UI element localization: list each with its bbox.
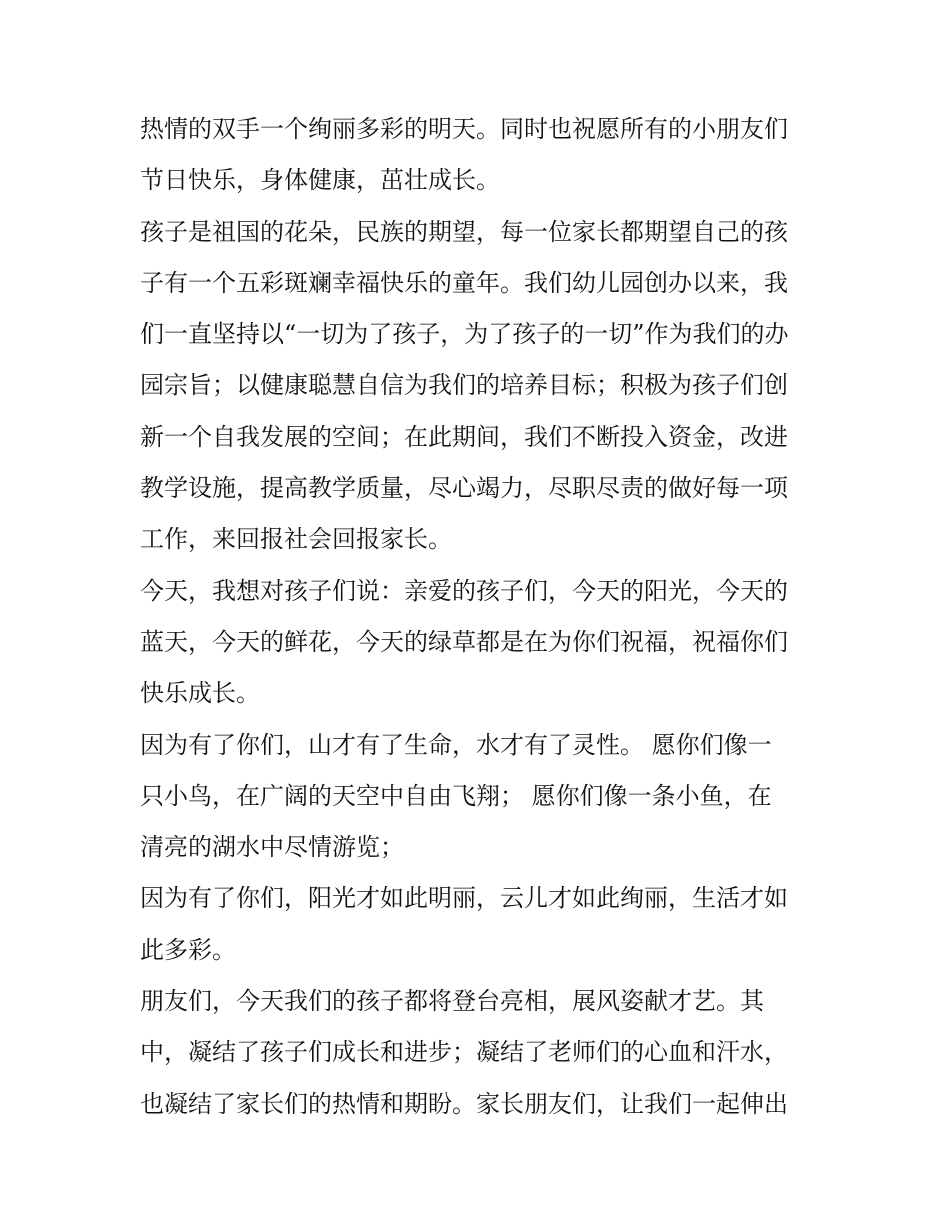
text-line-6: 园宗旨；以健康聪慧自信为我们的培养目标；积极为孩子们创 [140,371,788,400]
text-line-19: 中，凝结了孩子们成长和进步；凝结了老师们的心血和汗水， [140,1038,788,1067]
text-line-8: 教学设施，提高教学质量，尽心竭力，尽职尽责的做好每一项 [140,474,788,503]
document-body [140,104,816,1130]
text-line-1: 热情的双手一个绚丽多彩的明天。同时也祝愿所有的小朋友们 [140,115,788,143]
text-line-9: 工作，来回报社会回报家长。 [140,525,452,554]
text-line-2: 节日快乐，身体健康，茁壮成长。 [140,166,500,195]
text-line-3: 孩子是祖国的花朵，民族的期望，每一位家长都期望自己的孩 [140,217,788,246]
text-line-5: 们一直坚持以“一切为了孩子，为了孩子的一切”作为我们的办 [140,320,789,349]
text-line-10: 今天，我想对孩子们说：亲爱的孩子们，今天的阳光，今天的 [140,576,788,605]
text-line-14: 只小鸟，在广阔的天空中自由飞翔； 愿你们像一条小鱼，在 [140,781,772,810]
text-line-20: 也凝结了家长们的热情和期盼。家长朋友们，让我们一起伸出 [140,1089,788,1118]
text-line-18: 朋友们，今天我们的孩子都将登台亮相，展风姿献才艺。其 [140,987,764,1016]
text-line-12: 快乐成长。 [140,679,260,708]
text-line-13: 因为有了你们，山才有了生命，水才有了灵性。 愿你们像一 [140,730,772,759]
text-line-17: 此多彩。 [140,935,236,964]
text-line-4: 子有一个五彩斑斓幸福快乐的童年。我们幼儿园创办以来，我 [140,268,788,297]
text-line-15: 清亮的湖水中尽情游览； [140,833,404,862]
text-line-7: 新一个自我发展的空间；在此期间，我们不断投入资金，改进 [140,422,788,451]
text-line-16: 因为有了你们，阳光才如此明丽，云儿才如此绚丽，生活才如 [140,884,788,913]
text-line-11: 蓝天，今天的鲜花，今天的绿草都是在为你们祝福，祝福你们 [140,627,788,656]
